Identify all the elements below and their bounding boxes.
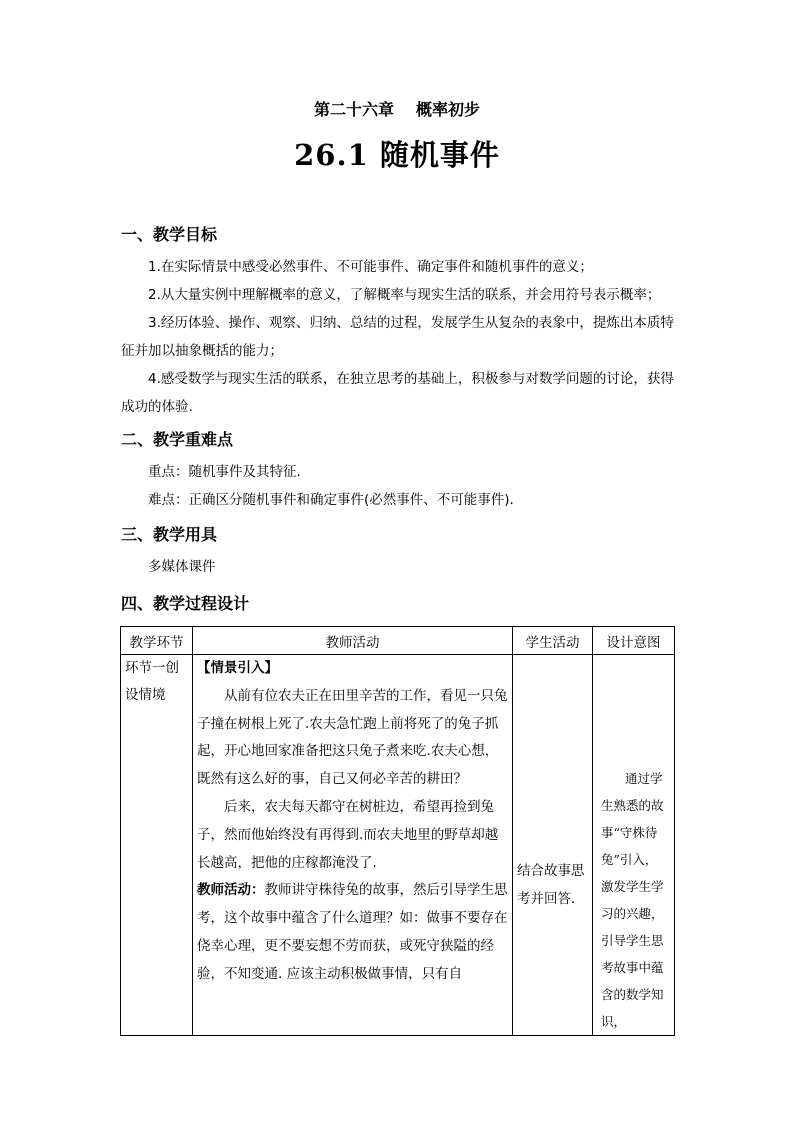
story-paragraph-2: 后来，农夫每天都守在树桩边，希望再捡到兔子，然而他始终没有再得到.而农夫地里的野草却越长越高，把他的庄稼都淹没了. [197,798,499,871]
chapter-title: 概率初步 [416,100,481,119]
design-intent-cell [593,655,675,1036]
header-design-intent: 设计意图 [593,627,675,655]
chapter-number: 第二十六章 [313,100,394,119]
teaching-tools: 多媒体课件 [148,559,216,575]
teacher-activity-text [197,877,508,988]
section-heading-tools: 三、教学用具 [121,525,218,544]
goal-item-4: 4.感受数学与现实生活的联系，在独立思考的基础上，积极参与对数学问题的讨论，获得成功的体验. [121,371,674,415]
student-activity-cell: 结合故事思考并回答. [513,655,593,1036]
goal-item-1: 1.在实际情景中感受必然事件、不可能事件、确定事件和随机事件的意义； [148,259,593,275]
goal-item-2: 2.从大量实例中理解概率的意义，了解概率与现实生活的联系，并会用符号表示概率； [148,287,661,303]
table-header-row [121,627,675,655]
section-heading-key-points: 二、教学重难点 [121,430,234,449]
lesson-title: 26.1 随机事件 [294,138,500,172]
teacher-activity-cell [193,655,513,1036]
story-paragraph-1: 从前有位农夫正在田里辛苦的工作，看见一只兔子撞在树根上死了.农夫急忙跑上前将死了的兔子抓起，开心地回家准备把这只兔子煮来吃.农夫心想，既然有这么好的事，自己又何必辛苦的耕田？ [197,687,508,788]
scene-intro-tag: 【情景引入】 [197,660,278,676]
stage-cell: 环节一创设情境 [121,655,193,1036]
lesson-plan-table [120,626,675,1036]
design-intent-text: 通过学生熟悉的故事“守株待兔”引入，激发学生学习的兴趣，引导学生思考故事中蕴含的数学知识， [601,771,664,1029]
header-student-activity: 学生活动 [513,627,593,655]
teacher-activity-label: 教师活动： [197,882,265,899]
chapter-heading [0,97,794,120]
teacher-activity-body: 教师讲守株待兔的故事，然后引导学生思考，这个故事中蕴含了什么道理？如：做事不要存在侥幸心理，更不要妄想不劳而获，或死守狭隘的经验，不知变通. 应该主动积极做事情，只有自 [197,882,508,982]
key-point: 重点：随机事件及其特征. [148,464,301,480]
goal-item-3: 3.经历体验、操作、观察、归纳、总结的过程，发展学生从复杂的表象中，提炼出本质特征并加以抽象概括的能力； [121,315,674,359]
section-heading-process: 四、教学过程设计 [121,594,250,613]
table-row [121,655,675,1036]
header-teacher-activity: 教师活动 [193,627,513,655]
header-stage: 教学环节 [121,627,193,655]
section-heading-goals: 一、教学目标 [121,225,218,244]
difficult-point: 难点：正确区分随机事件和确定事件(必然事件、不可能事件). [148,492,514,508]
